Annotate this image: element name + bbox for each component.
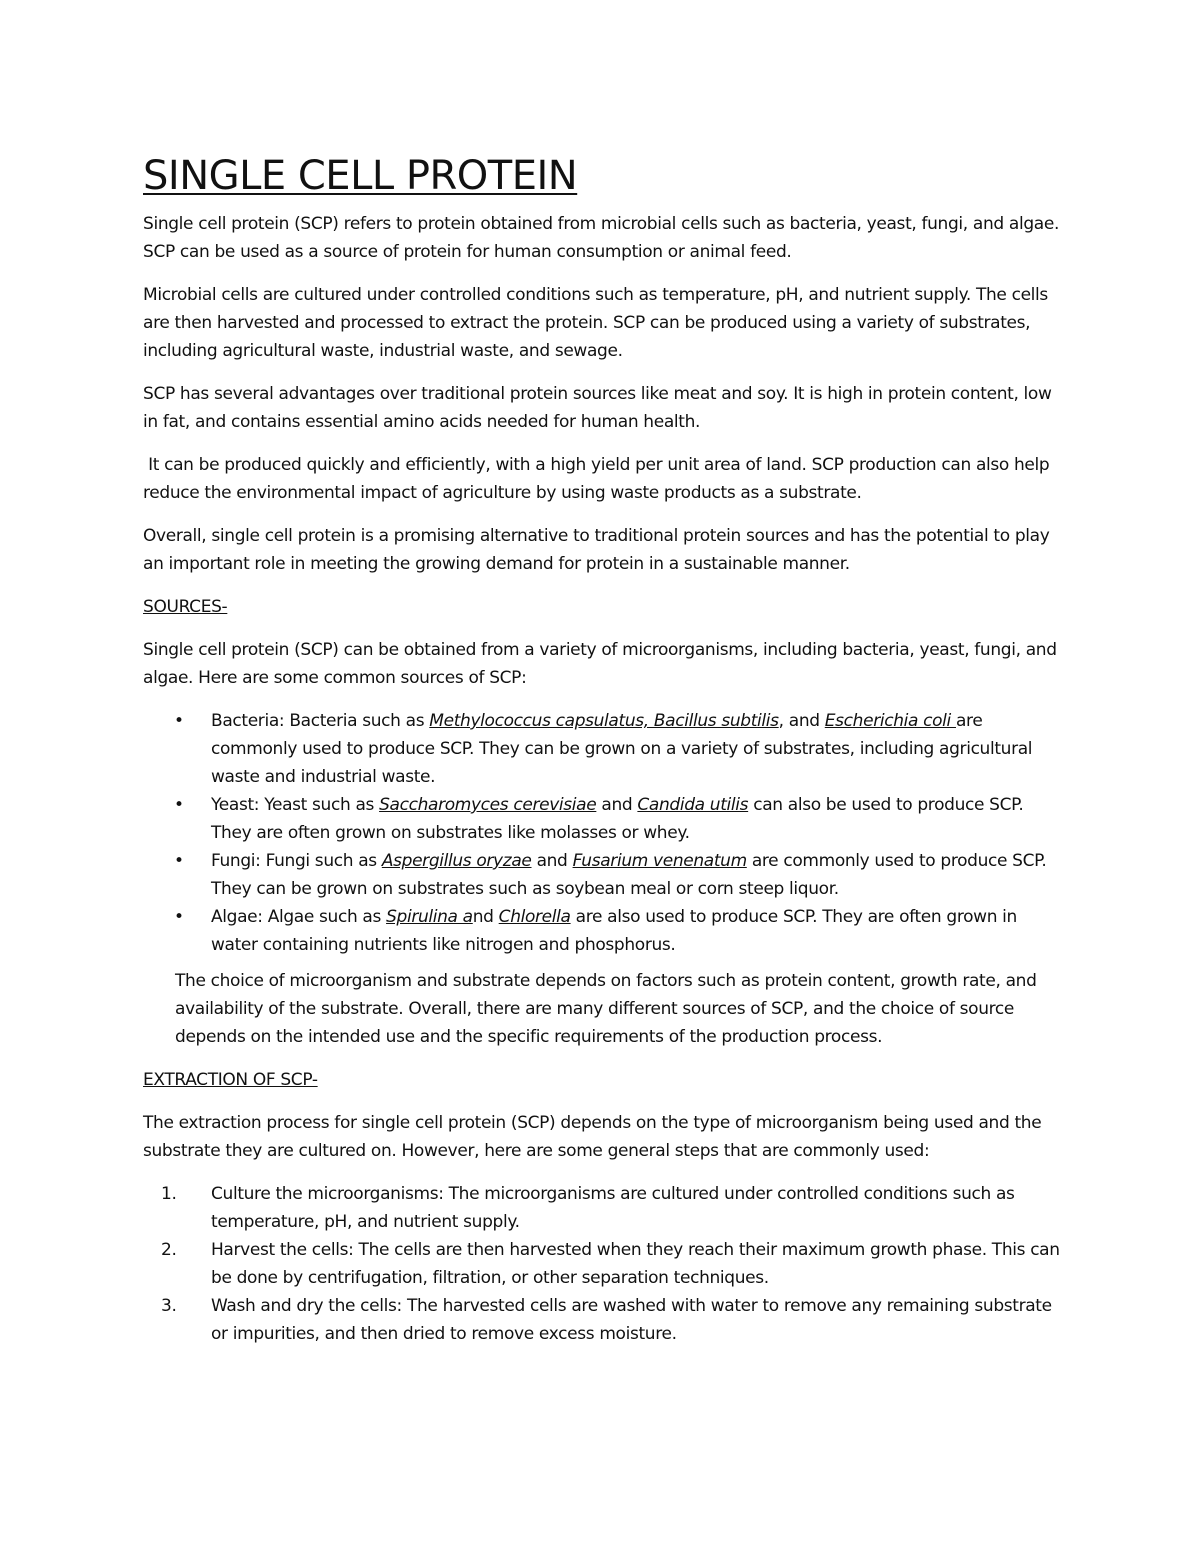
source-item-mid: and <box>596 795 638 815</box>
source-item-fungi <box>174 847 1063 903</box>
document-title: SINGLE CELL PROTEIN <box>143 153 578 199</box>
source-item-algae <box>174 903 1063 959</box>
source-item-tail: are also used to produce SCP. They are often grown in water containing nutrients like nitrogen and phosphorus. <box>211 907 1017 955</box>
bullet-icon: • <box>174 907 184 927</box>
species-name: Methylococcus capsulatus, Bacillus subtilis <box>429 711 779 731</box>
source-item-tail: are commonly used to produce SCP. They can be grown on a variety of substrates, including agricultural waste and industrial waste. <box>211 711 1033 787</box>
document-body <box>143 150 1063 1348</box>
extraction-heading: EXTRACTION OF SCP- <box>143 1070 318 1090</box>
source-item-lead: Algae: Algae such as <box>211 907 387 927</box>
intro-paragraph-2: Microbial cells are cultured under controlled conditions such as temperature, pH, and nutrient supply. The cells are then harvested and processed to extract the protein. SCP can be produced using a variety of substrates, including agricultural waste, industrial waste, and sewage. <box>143 285 1048 361</box>
bullet-icon: • <box>174 711 184 731</box>
step-number: 2. <box>161 1240 177 1260</box>
step-text: Wash and dry the cells: The harvested cells are washed with water to remove any remaining substrate or impurities, and then dried to remove excess moisture. <box>211 1296 1052 1344</box>
intro-paragraph-1: Single cell protein (SCP) refers to protein obtained from microbial cells such as bacteria, yeast, fungi, and algae. SCP can be used as a source of protein for human consumption or animal feed. <box>143 214 1059 262</box>
source-item-bacteria <box>174 707 1063 791</box>
source-item-lead: Fungi: Fungi such as <box>211 851 382 871</box>
source-item-lead: Yeast: Yeast such as <box>211 795 380 815</box>
species-name: Spirulina a <box>386 907 473 927</box>
species-name: Escherichia coli <box>824 711 956 731</box>
extraction-step <box>161 1292 1063 1348</box>
sources-closing: The choice of microorganism and substrate depends on factors such as protein content, growth rate, and availability of the substrate. Overall, there are many different sources of SCP, and the choice of source depends on the intended use and the specific requirements of the production process. <box>175 971 1037 1047</box>
source-item-mid: and <box>531 851 573 871</box>
bullet-icon: • <box>174 851 184 871</box>
source-item-lead: Bacteria: Bacteria such as <box>211 711 430 731</box>
species-name: Aspergillus oryzae <box>381 851 532 871</box>
species-name: Fusarium venenatum <box>572 851 747 871</box>
extraction-steps <box>143 1180 1063 1348</box>
extraction-intro: The extraction process for single cell protein (SCP) depends on the type of microorganism being used and the substrate they are cultured on. However, here are some general steps that are commonly used: <box>143 1113 1042 1161</box>
source-item-mid: , and <box>778 711 825 731</box>
intro-paragraph-3: SCP has several advantages over traditional protein sources like meat and soy. It is high in protein content, low in fat, and contains essential amino acids needed for human health. <box>143 384 1052 432</box>
species-name: Saccharomyces cerevisiae <box>379 795 597 815</box>
source-item-mid: nd <box>472 907 499 927</box>
source-item-tail: can also be used to produce SCP. They are often grown on substrates like molasses or whey. <box>211 795 1024 843</box>
extraction-step <box>161 1236 1063 1292</box>
source-item-tail: are commonly used to produce SCP. They can be grown on substrates such as soybean meal or corn steep liquor. <box>211 851 1047 899</box>
intro-paragraph-5: Overall, single cell protein is a promising alternative to traditional protein sources and has the potential to play an important role in meeting the growing demand for protein in a sustainable manner. <box>143 526 1050 574</box>
step-text: Culture the microorganisms: The microorganisms are cultured under controlled conditions such as temperature, pH, and nutrient supply. <box>211 1184 1015 1232</box>
step-number: 3. <box>161 1296 177 1316</box>
extraction-step <box>161 1180 1063 1236</box>
species-name: Candida utilis <box>637 795 749 815</box>
bullet-icon: • <box>174 795 184 815</box>
sources-list <box>143 707 1063 959</box>
sources-heading: SOURCES- <box>143 597 228 617</box>
step-text: Harvest the cells: The cells are then harvested when they reach their maximum growth phase. This can be done by centrifugation, filtration, or other separation techniques. <box>211 1240 1060 1288</box>
intro-paragraph-4: It can be produced quickly and efficiently, with a high yield per unit area of land. SCP production can also help reduce the environmental impact of agriculture by using waste products as a substrate. <box>143 455 1055 503</box>
species-name: Chlorella <box>498 907 571 927</box>
sources-intro: Single cell protein (SCP) can be obtained from a variety of microorganisms, including bacteria, yeast, fungi, and algae. Here are some common sources of SCP: <box>143 640 1057 688</box>
step-number: 1. <box>161 1184 177 1204</box>
source-item-yeast <box>174 791 1063 847</box>
